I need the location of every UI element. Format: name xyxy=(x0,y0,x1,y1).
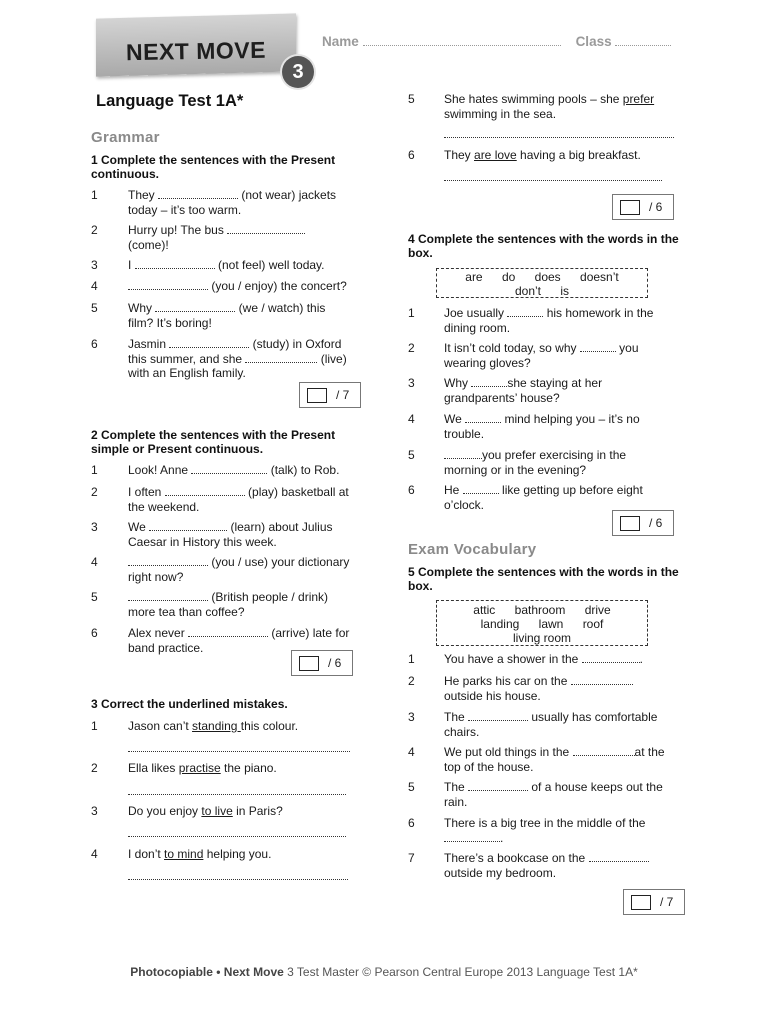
box-word: do xyxy=(501,270,516,284)
answer-gap[interactable] xyxy=(155,301,235,312)
answer-gap[interactable] xyxy=(507,306,543,317)
answer-gap[interactable] xyxy=(444,448,482,459)
class-label: Class xyxy=(575,34,612,49)
footer-text: 3 Test Master © Pearson Central Europe 2013 Language Test 1A* xyxy=(283,965,638,979)
answer-line[interactable] xyxy=(128,794,346,795)
name-label: Name xyxy=(322,34,359,49)
box-word: attic xyxy=(473,603,496,617)
answer-line[interactable] xyxy=(128,879,348,880)
word-box-4 xyxy=(436,268,648,298)
box-word: lawn xyxy=(538,617,564,631)
box-word: is xyxy=(560,284,570,298)
answer-gap[interactable] xyxy=(573,745,635,756)
box-word: drive xyxy=(584,603,611,617)
box-word: does xyxy=(534,270,561,284)
box-word: bathroom xyxy=(514,603,566,617)
answer-gap[interactable] xyxy=(465,412,501,423)
answer-line[interactable] xyxy=(128,836,346,837)
worksheet-page: NEXT MOVE 3 Name Class Language Test 1A* Grammar 1 Complete the sentences with the Present continuous. 1 They (not wear) jackets today – it’s too warm. 2 Hurry up! The bus (come)! 3 I (not feel) well today. 4 (you / enjoy) the concert? 5 Why (we / watch) this film? It’s boring! 6 Jasmin (study) in Oxford this summer, and she (live) with an English family. / 7 2 Complete the sentences with the Present simple or Present continuous. 1 Look! Anne (talk) to Rob. 2 I often (play) basketball at the weekend. 3 We (learn) about Julius Caesar in History this week. 4 (you / use) your dictionary right now? 5 (British people / drink) more tea than coffee? 6 Alex never (arrive) late for band practice. / 6 3 Correct the underlined mistakes. 1 Jason can’t standing this colour. 2 Ella likes practise the piano. 3 Do you enjoy to live in Paris? 4 I don’t to mind helping you. 5 She hates swimming pools – she prefer swimming in the sea. 6 They are love having a big breakfast. / 6 4 Complete the sentences with the words in the box. are do does doesn’t don’t is 1 Joe usually his homework in the dining room. 2 It isn’t cold today, so why you wearing gloves? 3 Why she staying at her grandparents’ house? 4 We mind helping you – it’s no trouble. 5 you prefer exercising in the morning or in the evening? 6 He like getting up before eight o’clock. / 6 Exam Vocabulary 5 Complete the sentences with the words in the box. attic bathroom drive landing lawn roof living room 1 You have a shower in the . 2 He parks his car on the outside his house. 3 The usually has comfortable chairs. 4 We put old things in the at the top of the house. 5 The of a house keeps out the rain. 6 There is a big tree in the middle of the . 7 There’s a bookcase on the outside my bedroom. / 7 Photocopiable • Next Move 3 Test Master © Pearson Central Europe 2013 Language Test 1A* xyxy=(0,0,768,1024)
box-word: are xyxy=(465,270,483,284)
score-box[interactable] xyxy=(299,656,319,671)
exercise-4-instruction: 4 Complete the sentences with the words in the box. xyxy=(408,232,679,260)
answer-gap[interactable] xyxy=(444,831,500,842)
box-word: landing xyxy=(480,617,520,631)
word-box-5 xyxy=(436,600,648,646)
test-title: Language Test 1A* xyxy=(96,92,244,110)
answer-gap[interactable] xyxy=(128,555,208,566)
answer-gap[interactable] xyxy=(589,851,649,862)
name-field[interactable] xyxy=(363,45,561,46)
answer-gap[interactable] xyxy=(463,483,499,494)
exercise-1-score: / 7 xyxy=(299,382,361,408)
exercise-2-score: / 6 xyxy=(291,650,353,676)
exam-vocabulary-heading: Exam Vocabulary xyxy=(408,541,537,558)
answer-gap[interactable] xyxy=(135,258,215,269)
answer-line[interactable] xyxy=(128,751,350,752)
answer-gap[interactable] xyxy=(227,223,305,234)
score-box[interactable] xyxy=(631,895,651,910)
page-footer xyxy=(0,965,768,979)
exercise-4-score: / 6 xyxy=(612,510,674,536)
answer-gap[interactable] xyxy=(191,463,267,474)
answer-line[interactable] xyxy=(444,137,674,138)
exercise-5-instruction: 5 Complete the sentences with the words in the box. xyxy=(408,565,679,593)
grammar-heading: Grammar xyxy=(91,129,160,146)
answer-gap[interactable] xyxy=(471,376,507,387)
exercise-5-score: / 7 xyxy=(623,889,685,915)
exercise-3-score: / 6 xyxy=(612,194,674,220)
box-word: don’t xyxy=(514,284,541,298)
name-class-line xyxy=(322,34,671,49)
exercise-3-instruction: 3 Correct the underlined mistakes. xyxy=(91,697,288,711)
box-word: living room xyxy=(512,631,572,645)
answer-gap[interactable] xyxy=(158,188,238,199)
score-box[interactable] xyxy=(620,516,640,531)
logo-level-number: 3 xyxy=(282,56,314,88)
box-word: doesn’t xyxy=(580,270,619,284)
exercise-2-instruction: 2 Complete the sentences with the Present simple or Present continuous. xyxy=(91,428,336,456)
box-word: roof xyxy=(582,617,604,631)
score-box[interactable] xyxy=(307,388,327,403)
answer-gap[interactable] xyxy=(128,590,208,601)
answer-line[interactable] xyxy=(444,180,662,181)
logo-text: NEXT MOVE xyxy=(125,36,267,66)
answer-gap[interactable] xyxy=(571,674,633,685)
answer-gap[interactable] xyxy=(468,710,528,721)
answer-gap[interactable] xyxy=(580,341,616,352)
answer-gap[interactable] xyxy=(149,520,227,531)
footer-brand: Photocopiable • Next Move xyxy=(130,965,284,979)
class-field[interactable] xyxy=(615,45,671,46)
answer-gap[interactable] xyxy=(169,337,249,348)
next-move-logo xyxy=(96,16,302,76)
exercise-1-instruction: 1 Complete the sentences with the Present continuous. xyxy=(91,153,336,181)
answer-gap[interactable] xyxy=(582,652,640,663)
answer-gap[interactable] xyxy=(128,279,208,290)
score-box[interactable] xyxy=(620,200,640,215)
answer-gap[interactable] xyxy=(468,780,528,791)
answer-gap[interactable] xyxy=(188,626,268,637)
answer-gap[interactable] xyxy=(165,485,245,496)
answer-gap[interactable] xyxy=(245,352,317,363)
